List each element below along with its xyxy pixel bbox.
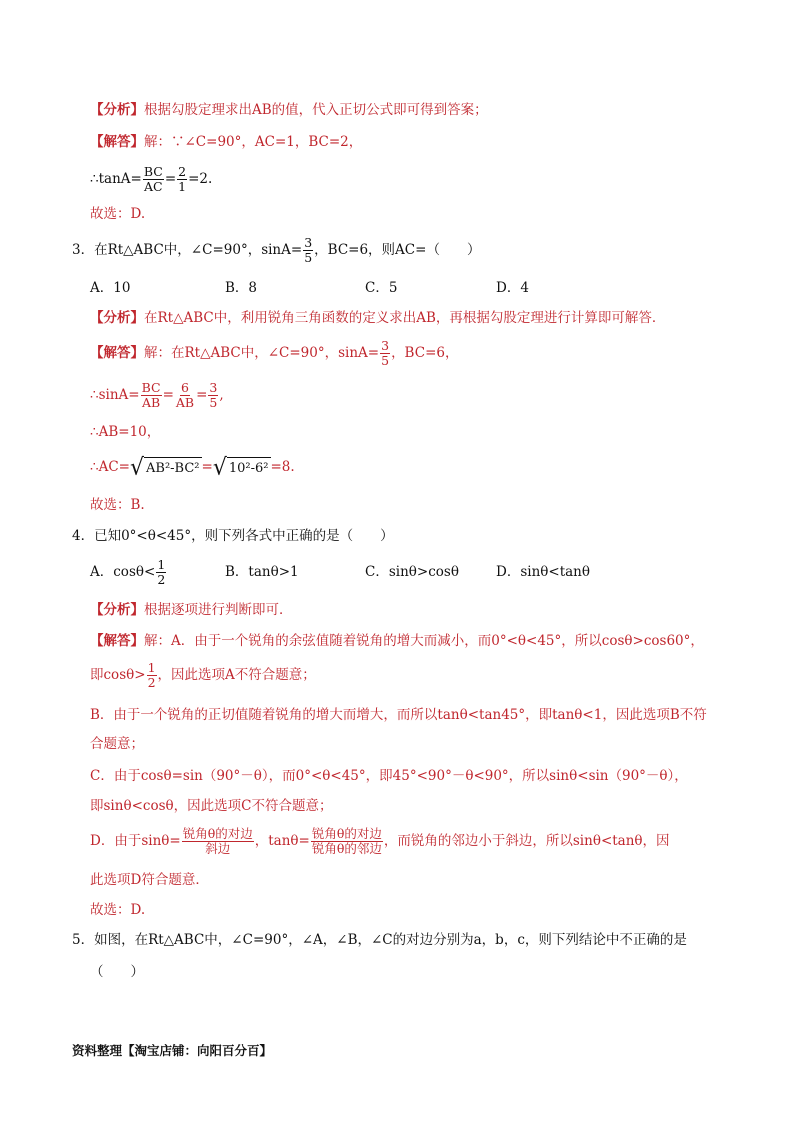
frac-num: 锐角θ的对边: [182, 826, 253, 841]
q4-stem: [72, 526, 394, 546]
analysis-tag: 【分析】: [90, 102, 144, 118]
option-b: B．tanθ>1: [225, 564, 299, 580]
stem-a: 3．在Rt△ABC中，∠C=90°，sinA=: [72, 242, 303, 258]
frac-num: 3: [209, 380, 218, 395]
q4-c-line1: [90, 766, 688, 786]
analysis-text: 根据勾股定理求出AB的值，代入正切公式即可得到答案；: [144, 102, 488, 118]
q3-line3: [90, 422, 160, 442]
a-l2-tail: ，因此选项A不符合题意；: [157, 667, 316, 683]
sqrt-expression: √ 10²-6²: [212, 453, 269, 481]
equals: =: [201, 459, 213, 475]
q3-choose: [90, 495, 145, 515]
q4-d-line2: [90, 870, 209, 890]
eq-tail: =2.: [188, 171, 213, 187]
frac-num: BC: [143, 164, 163, 179]
option-c: C．5: [365, 280, 398, 296]
c-line1: C．由于cosθ=sin（90°－θ），而0°<θ<45°，即45°<90°－θ<90°，所以sinθ<sin（90°－θ），: [90, 768, 688, 784]
answer-a: 解：在Rt△ABC中，∠C=90°，sinA=: [144, 345, 380, 361]
choose-text: 故选：B.: [90, 497, 145, 513]
fraction: [143, 165, 164, 194]
p2-equation: ∴tanA= $\frac{BC}{AC}$ = $\frac{2}{1}$ =2.: [90, 164, 213, 194]
answer-tag: 【解答】: [90, 633, 144, 649]
c-line2: 即sinθ<cosθ，因此选项C不符合题意；: [90, 798, 333, 814]
q4-choose: [90, 900, 145, 920]
answer-text: 解：∵∠C=90°，AC=1，BC=2，: [144, 134, 363, 150]
frac-num: 3: [381, 338, 390, 353]
answer-tag: 【解答】: [90, 134, 144, 150]
a-l2-prefix: 即cosθ>: [90, 667, 146, 683]
option-d: D．sinθ<tanθ: [496, 564, 590, 580]
q3-analysis: [90, 308, 665, 328]
q3-stem: [72, 233, 480, 267]
frac-num: 锐角θ的对边: [311, 826, 382, 841]
option-c: C．sinθ>cosθ: [365, 564, 459, 580]
frac-den: 2: [147, 675, 156, 690]
stem-line2: （ ）: [90, 964, 144, 980]
frac-num: 2: [178, 164, 187, 179]
l4-tail: =8.: [270, 459, 295, 475]
stem-b: ，BC=6，则AC=（ ）: [314, 242, 481, 258]
sqrt-expression: √ AB²-BC²: [129, 453, 200, 481]
fraction: [175, 381, 195, 410]
frac-den: 斜边: [205, 841, 231, 856]
q3-line4: [90, 452, 295, 482]
fraction: [208, 381, 218, 410]
q5-stem-line2: [90, 962, 144, 982]
eq-prefix: ∴tanA=: [90, 171, 142, 187]
stem-line1: 5．如图，在Rt△ABC中，∠C=90°，∠A，∠B，∠C的对边分别为a，b，c，则下列结论中不正确的是: [72, 932, 687, 948]
q4-c-line2: [90, 796, 332, 816]
fraction: [147, 661, 157, 690]
page-footer: 资料整理【淘宝店铺：向阳百分百】: [72, 1043, 273, 1058]
l2-prefix: ∴sinA=: [90, 387, 140, 403]
d-line2: 此选项D符合题意．: [90, 872, 209, 888]
frac-den: 1: [178, 179, 187, 194]
analysis-text: 根据逐项进行判断即可．: [144, 602, 293, 618]
frac-den: 锐角θ的邻边: [311, 841, 382, 856]
radicand: 10²-6²: [227, 457, 271, 479]
answer-text: 解：A．由于一个锐角的余弦值随着锐角的增大而减小，而0°<θ<45°，所以cosθ>cos60°，: [144, 633, 704, 649]
option-d: D．4: [496, 280, 529, 296]
analysis-text: 在Rt△ABC中，利用锐角三角函数的定义求出AB，再根据勾股定理进行计算即可解答．: [144, 310, 666, 326]
analysis-tag: 【分析】: [90, 602, 144, 618]
d-tail: ，而锐角的邻边小于斜边，所以sinθ<tanθ，因: [383, 833, 670, 849]
choose-text: 故选：D.: [90, 902, 146, 918]
d-mid: ，tanθ=: [254, 833, 310, 849]
option-a: A．10: [90, 280, 131, 296]
frac-num: 1: [157, 557, 166, 572]
radicand: AB²-BC²: [144, 457, 202, 479]
option-b: B．8: [225, 280, 258, 296]
fraction: [156, 558, 166, 587]
choose-text: 故选：D.: [90, 206, 146, 222]
answer-tag: 【解答】: [90, 345, 144, 361]
option-a: [90, 555, 167, 589]
l3-text: ∴AB=10，: [90, 424, 161, 440]
q3-line2: ∴sinA= $\frac{BC}{AB}$ = $\frac{6}{AB}$ = $\frac{3}{5}$ ,: [90, 380, 224, 410]
d-prefix: D．由于sinθ=: [90, 833, 181, 849]
fraction: [182, 827, 254, 856]
q4-answer: [90, 631, 704, 651]
q4-answer-line2: [90, 658, 316, 692]
frac-den: AC: [144, 179, 163, 194]
answer-b: ，BC=6，: [391, 345, 459, 361]
p2-choose: [90, 204, 145, 224]
frac-num: 3: [304, 235, 313, 250]
fraction: [141, 381, 162, 410]
fraction: [380, 339, 390, 368]
fraction: [311, 827, 383, 856]
frac-num: BC: [141, 380, 161, 395]
fraction: [303, 236, 313, 265]
option-a-prefix: A．cosθ<: [90, 564, 156, 580]
frac-den: 5: [304, 250, 313, 265]
analysis-tag: 【分析】: [90, 310, 144, 326]
q4-d-line1: [90, 823, 670, 859]
q4-b-line1: [90, 705, 707, 725]
p2-answer: [90, 132, 362, 152]
frac-den: AB: [175, 395, 195, 410]
b-line1: B．由于一个锐角的正切值随着锐角的增大而增大，而所以tanθ<tan45°，即tanθ<1，因此选项B不符: [90, 707, 707, 723]
q4-analysis: [90, 600, 293, 620]
stem-text: 4．已知0°<θ<45°，则下列各式中正确的是（ ）: [72, 528, 394, 544]
frac-num: 1: [147, 660, 156, 675]
frac-num: 6: [181, 380, 189, 395]
q5-stem-line1: [72, 930, 687, 950]
q3-answer: [90, 336, 458, 370]
frac-den: 5: [381, 353, 390, 368]
l4-prefix: ∴AC=: [90, 459, 130, 475]
b-line2: 合题意；: [90, 736, 144, 752]
frac-den: 5: [209, 395, 218, 410]
l2-tail: ,: [219, 387, 224, 403]
frac-den: AB: [141, 395, 161, 410]
p2-analysis: [90, 100, 488, 120]
q4-b-line2: [90, 734, 144, 754]
frac-den: 2: [157, 572, 166, 587]
fraction: [177, 165, 187, 194]
